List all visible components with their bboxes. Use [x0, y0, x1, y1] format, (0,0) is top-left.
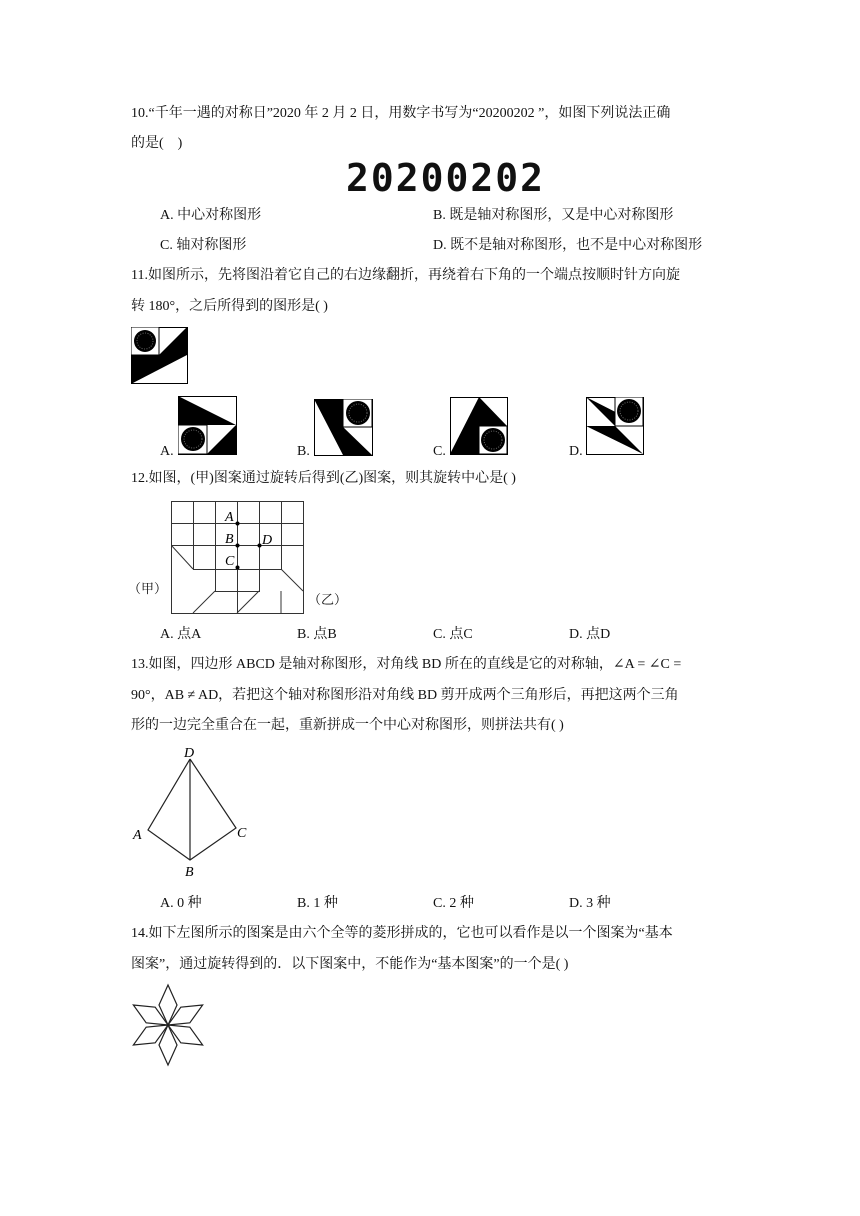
q13-point-d-label: D [184, 746, 195, 761]
q10-option-c[interactable]: C. 轴对称图形 [160, 238, 247, 253]
q10-text-line2: 的是( ) [131, 136, 183, 151]
q12-option-d[interactable]: D. 点D [569, 627, 611, 642]
q11-text-line1: 11.如图所示，先将图沿着它自己的右边缘翻折，再绕着右下角的一个端点按顺时针方向旋 [131, 268, 680, 283]
q13-text-line2: 90°，AB ≠ AD，若把这个轴对称图形沿对角线 BD 剪开成两个三角形后，再把这两个三角 [131, 688, 679, 703]
q12-point-c-label: C [225, 554, 235, 569]
q12-option-a[interactable]: A. 点A [160, 627, 202, 642]
q13-point-a-label: A [133, 828, 142, 843]
q11-option-a-label[interactable]: A. [160, 444, 174, 459]
q12-option-b[interactable]: B. 点B [297, 627, 337, 642]
q14-text-line2: 图案”，通过旋转得到的．以下图案中，不能作为“基本图案”的一个是( ) [131, 957, 569, 972]
q14-rhombus-pattern-figure [130, 983, 206, 1067]
q13-point-c-label: C [237, 826, 247, 841]
q10-option-a[interactable]: A. 中心对称图形 [160, 208, 262, 223]
q13-point-b-label: B [185, 865, 194, 880]
q13-option-a[interactable]: A. 0 种 [160, 896, 202, 911]
q12-point-a-label: A [225, 510, 234, 525]
q12-label-yi: （乙） [308, 593, 348, 608]
q12-point-d-label: D [262, 533, 273, 548]
q13-text-line3: 形的一边完全重合在一起，重新拼成一个中心对称图形，则拼法共有( ) [131, 718, 564, 733]
q13-option-d[interactable]: D. 3 种 [569, 896, 611, 911]
q10-option-b[interactable]: B. 既是轴对称图形，又是中心对称图形 [433, 208, 674, 223]
q11-option-c-figure[interactable] [450, 397, 508, 455]
q12-grid-figure [171, 501, 306, 615]
q14-text-line1: 14.如下左图所示的图案是由六个全等的菱形拼成的，它也可以看作是以一个图案为“基本 [131, 926, 673, 941]
q11-text-line2: 转 180°，之后所得到的图形是( ) [131, 299, 328, 314]
q12-text-line1: 12.如图，(甲)图案通过旋转后得到(乙)图案，则其旋转中心是( ) [131, 471, 516, 486]
q10-option-d[interactable]: D. 既不是轴对称图形，也不是中心对称图形 [433, 238, 703, 253]
q13-text-line1: 13.如图，四边形 ABCD 是轴对称图形，对角线 BD 所在的直线是它的对称轴，∠A = ∠C = [131, 657, 682, 672]
q13-quadrilateral-figure [128, 744, 253, 880]
q12-option-c[interactable]: C. 点C [433, 627, 473, 642]
q11-option-c-label[interactable]: C. [433, 444, 446, 459]
q10-text-line1: 10.“千年一遇的对称日”2020 年 2 月 2 日，用数字书写为“20200202 ”，如图下列说法正确 [131, 106, 671, 121]
q11-original-figure [131, 327, 189, 385]
q11-option-b-label[interactable]: B. [297, 444, 310, 459]
q13-option-b[interactable]: B. 1 种 [297, 896, 338, 911]
q10-digits-figure: 20200202 [346, 156, 546, 200]
q11-option-a-figure[interactable] [178, 396, 237, 455]
q13-option-c[interactable]: C. 2 种 [433, 896, 474, 911]
q11-option-d-label[interactable]: D. [569, 444, 583, 459]
q11-option-b-figure[interactable] [314, 399, 373, 456]
q12-label-jia: （甲） [128, 582, 168, 597]
q11-option-d-figure[interactable] [586, 397, 644, 455]
q12-point-b-label: B [225, 532, 234, 547]
